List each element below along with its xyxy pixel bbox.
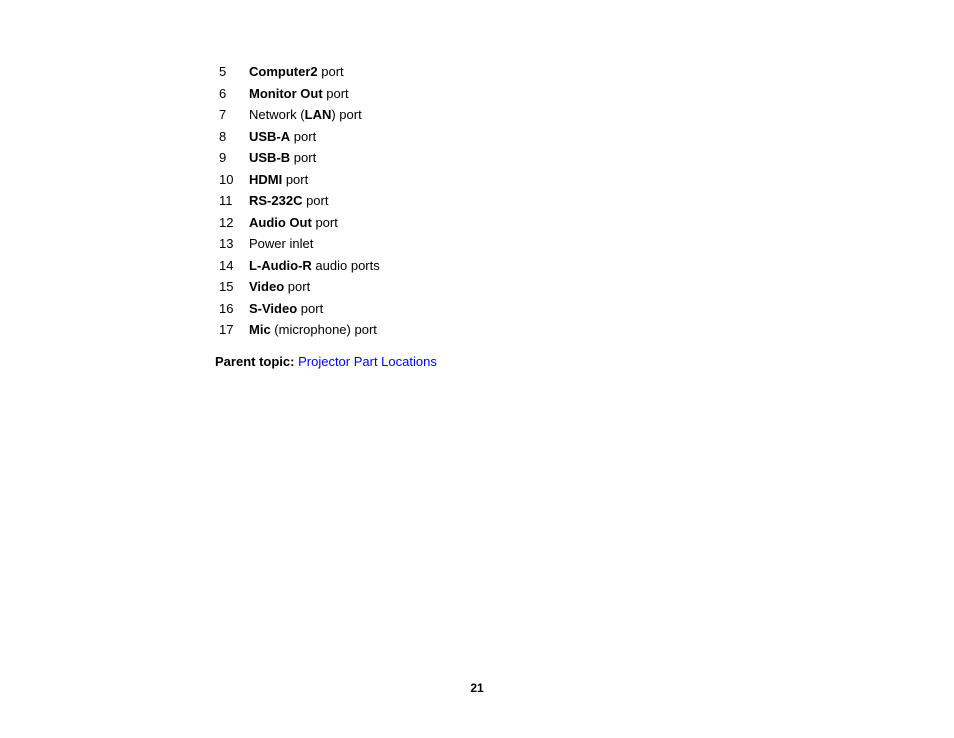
item-number: 12	[219, 214, 234, 230]
item-bold-term: USB-A	[249, 128, 291, 144]
item-number: 8	[219, 128, 227, 144]
list-item	[219, 234, 380, 256]
item-prefix: Network (	[249, 107, 305, 122]
list-item	[219, 299, 380, 321]
item-number: 13	[219, 236, 234, 251]
parent-topic-link[interactable]: Projector Part Locations	[298, 354, 437, 369]
item-bold-term: RS-232C	[249, 193, 303, 208]
item-bold-term: Monitor Out	[249, 85, 323, 101]
item-number: 5	[219, 64, 227, 79]
item-text	[249, 105, 362, 127]
item-bold-term: USB-B	[249, 150, 291, 165]
item-suffix: (microphone) port	[270, 322, 377, 337]
item-text	[249, 320, 377, 342]
item-suffix: port	[322, 85, 349, 101]
item-text	[249, 170, 308, 192]
item-suffix: port	[282, 171, 309, 187]
parent-topic	[215, 352, 437, 372]
list-item	[219, 213, 380, 235]
list-item	[219, 256, 380, 278]
list-item	[219, 127, 380, 149]
item-bold-term: Audio Out	[249, 214, 312, 230]
list-item	[219, 62, 380, 84]
list-item	[219, 191, 380, 213]
list-item	[219, 170, 380, 192]
list-item	[219, 277, 380, 299]
item-bold-term: Computer2	[249, 64, 318, 79]
item-text	[249, 191, 328, 213]
parent-topic-label: Parent topic:	[215, 354, 295, 369]
list-item	[219, 84, 380, 106]
item-text	[249, 84, 349, 106]
item-suffix: port	[311, 214, 338, 230]
item-suffix: ) port	[331, 107, 362, 122]
item-prefix: Power inlet	[249, 236, 314, 251]
item-bold-term: Mic	[249, 322, 271, 337]
item-bold-term: Video	[249, 279, 285, 294]
item-text	[249, 256, 380, 278]
item-number: 9	[219, 150, 227, 165]
item-number: 16	[219, 300, 234, 316]
item-bold-term: S-Video	[249, 300, 298, 316]
item-number: 11	[219, 193, 233, 208]
item-text	[249, 299, 323, 321]
list-item	[219, 320, 380, 342]
item-bold-term: L-Audio-R	[249, 257, 312, 273]
item-suffix: audio ports	[311, 257, 380, 273]
item-number: 10	[219, 171, 234, 187]
item-text	[249, 277, 310, 299]
item-text	[249, 213, 338, 235]
item-number: 7	[219, 107, 227, 122]
item-bold-term: HDMI	[249, 171, 283, 187]
item-number: 14	[219, 257, 234, 273]
item-suffix: port	[284, 279, 311, 294]
item-text	[249, 127, 316, 149]
port-list	[219, 62, 380, 342]
item-suffix: port	[290, 150, 317, 165]
item-number: 6	[219, 85, 227, 101]
list-item	[219, 148, 380, 170]
item-suffix: port	[290, 128, 317, 144]
item-suffix: port	[317, 64, 344, 79]
item-number: 17	[219, 322, 234, 337]
item-text	[249, 148, 316, 170]
page-number: 21	[470, 681, 484, 695]
item-number: 15	[219, 279, 234, 294]
item-suffix: port	[297, 300, 324, 316]
item-text	[249, 234, 313, 256]
list-item	[219, 105, 380, 127]
item-text	[249, 62, 344, 84]
item-suffix: port	[302, 193, 329, 208]
item-bold-term: LAN	[304, 107, 332, 122]
